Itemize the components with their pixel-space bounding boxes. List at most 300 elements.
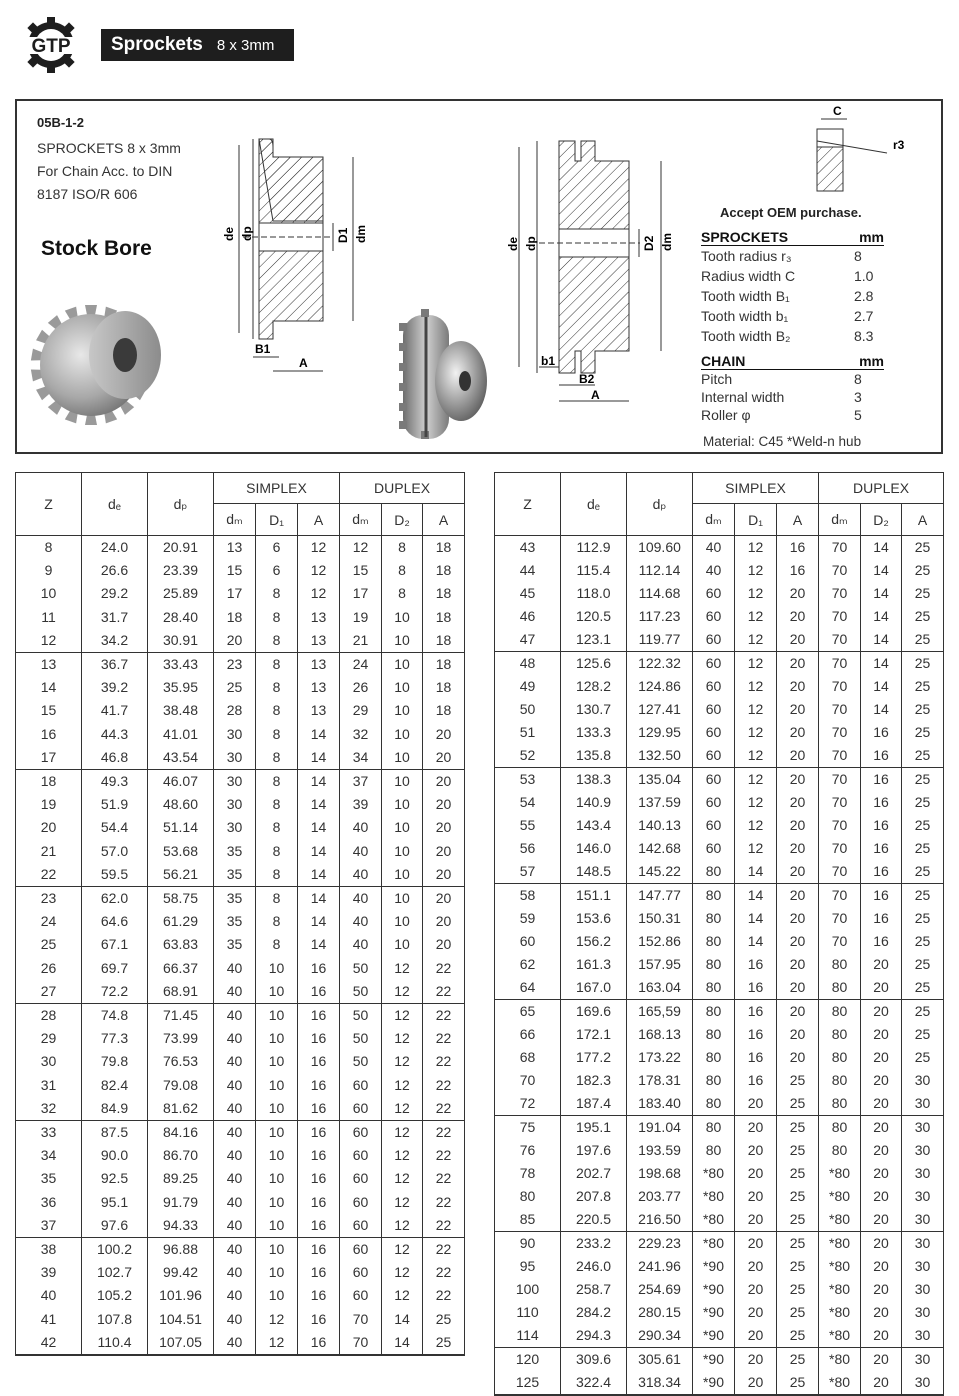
table-cell: 40 bbox=[214, 1097, 256, 1121]
table-cell: 10 bbox=[382, 652, 423, 676]
table-cell: 46 bbox=[495, 605, 561, 628]
table-cell: *90 bbox=[693, 1255, 735, 1278]
table-cell: 8 bbox=[256, 699, 298, 722]
table-cell: 30 bbox=[214, 793, 256, 816]
table-cell: 14 bbox=[298, 886, 340, 910]
table-cell: 14 bbox=[735, 884, 777, 908]
table-cell: 22 bbox=[423, 1214, 465, 1238]
table-cell: 178.31 bbox=[627, 1069, 693, 1092]
table-cell: 94.33 bbox=[148, 1214, 214, 1238]
table-cell: 53.68 bbox=[148, 840, 214, 863]
table-cell: 41.01 bbox=[148, 723, 214, 746]
table-cell: 95 bbox=[495, 1255, 561, 1278]
table-cell: 8 bbox=[256, 582, 298, 605]
table-cell: 10 bbox=[382, 606, 423, 629]
table-cell: 10 bbox=[382, 886, 423, 910]
table-cell: 20 bbox=[735, 1255, 777, 1278]
table-cell: 16 bbox=[298, 1214, 340, 1238]
table-cell: 20 bbox=[777, 884, 819, 908]
table-cell: 74.8 bbox=[82, 1003, 148, 1027]
table-row bbox=[495, 1208, 944, 1232]
table-cell: 309.6 bbox=[561, 1348, 627, 1372]
table-cell: 16 bbox=[298, 1074, 340, 1097]
col-dp: dₚ bbox=[148, 473, 214, 536]
table-cell: 40 bbox=[340, 886, 382, 910]
table-row bbox=[495, 559, 944, 582]
table-cell: 20 bbox=[423, 886, 465, 910]
table-cell: 60 bbox=[693, 652, 735, 676]
table-cell: 70 bbox=[819, 536, 861, 560]
table-cell: 8 bbox=[256, 933, 298, 956]
table-row bbox=[495, 860, 944, 884]
table-cell: 25 bbox=[902, 721, 944, 744]
table-cell: 12 bbox=[298, 559, 340, 582]
table-cell: 22 bbox=[423, 1050, 465, 1073]
table-cell: 58 bbox=[495, 884, 561, 908]
table-cell: 20 bbox=[861, 1324, 902, 1348]
table-cell: 8 bbox=[256, 769, 298, 793]
table-cell: 16 bbox=[777, 559, 819, 582]
table-cell: 30.91 bbox=[148, 629, 214, 653]
table-cell: *80 bbox=[819, 1162, 861, 1185]
table-cell: 37 bbox=[16, 1214, 82, 1238]
table-cell: 20 bbox=[423, 723, 465, 746]
table-cell: 50 bbox=[340, 1050, 382, 1073]
table-cell: 80 bbox=[819, 976, 861, 1000]
table-cell: 16 bbox=[298, 1308, 340, 1331]
table-cell: 40 bbox=[214, 957, 256, 980]
table-row bbox=[495, 1092, 944, 1116]
table-cell: 12 bbox=[735, 605, 777, 628]
table-cell: 133.3 bbox=[561, 721, 627, 744]
table-cell: 20 bbox=[735, 1092, 777, 1116]
table-cell: 20 bbox=[735, 1185, 777, 1208]
col-duplex: DUPLEX bbox=[340, 473, 465, 504]
table-row bbox=[16, 1214, 465, 1238]
table-cell: 16 bbox=[777, 536, 819, 560]
table-row bbox=[495, 837, 944, 860]
table-cell: 20 bbox=[735, 1232, 777, 1256]
table-cell: 25 bbox=[902, 1046, 944, 1069]
table-cell: 12 bbox=[382, 1214, 423, 1238]
table-cell: 70 bbox=[819, 930, 861, 953]
table-cell: 77.3 bbox=[82, 1027, 148, 1050]
table-cell: 12 bbox=[735, 582, 777, 605]
table-row bbox=[16, 816, 465, 839]
table-cell: 20 bbox=[861, 976, 902, 1000]
table-cell: 18 bbox=[423, 582, 465, 605]
table-row bbox=[16, 863, 465, 887]
table-cell: *80 bbox=[819, 1371, 861, 1395]
chain-heading: CHAIN bbox=[701, 353, 746, 369]
table-cell: 43 bbox=[495, 536, 561, 560]
spec-row: Roller φ 5 bbox=[701, 407, 862, 423]
table-cell: 20 bbox=[735, 1371, 777, 1395]
table-cell: 22 bbox=[423, 1027, 465, 1050]
table-cell: 20 bbox=[861, 1046, 902, 1069]
col-simplex: SIMPLEX bbox=[693, 473, 819, 504]
table-cell: 8 bbox=[256, 629, 298, 653]
table-cell: 20 bbox=[861, 1301, 902, 1324]
table-row bbox=[16, 1308, 465, 1331]
table-cell: 51 bbox=[495, 721, 561, 744]
table-cell: 60 bbox=[693, 768, 735, 792]
table-cell: 50 bbox=[340, 980, 382, 1004]
table-row bbox=[16, 1331, 465, 1355]
table-cell: 28 bbox=[214, 699, 256, 722]
table-cell: 20 bbox=[16, 816, 82, 839]
table-cell: 40 bbox=[214, 1237, 256, 1261]
table-cell: 13 bbox=[298, 629, 340, 653]
table-cell: 14 bbox=[298, 910, 340, 933]
dimension-table-left bbox=[15, 472, 465, 1356]
table-cell: 27 bbox=[16, 980, 82, 1004]
table-cell: 35 bbox=[214, 886, 256, 910]
table-cell: 90.0 bbox=[82, 1144, 148, 1167]
table-cell: 168.13 bbox=[627, 1023, 693, 1046]
table-cell: 48.60 bbox=[148, 793, 214, 816]
table-row bbox=[16, 629, 465, 653]
table-row bbox=[495, 1023, 944, 1046]
table-cell: 66 bbox=[495, 1023, 561, 1046]
label-de: de bbox=[222, 226, 236, 241]
table-cell: 20 bbox=[861, 953, 902, 976]
col-duplex: DUPLEX bbox=[819, 473, 944, 504]
table-cell: 128.2 bbox=[561, 675, 627, 698]
table-row bbox=[16, 910, 465, 933]
table-cell: 25 bbox=[777, 1069, 819, 1092]
table-cell: 117.23 bbox=[627, 605, 693, 628]
table-cell: 14 bbox=[861, 582, 902, 605]
table-cell: *80 bbox=[819, 1348, 861, 1372]
table-cell: 10 bbox=[382, 863, 423, 887]
table-cell: 80 bbox=[819, 1116, 861, 1140]
table-cell: 30 bbox=[902, 1324, 944, 1348]
table-cell: 16 bbox=[298, 1050, 340, 1073]
table-cell: 13 bbox=[16, 652, 82, 676]
table-cell: 8 bbox=[256, 723, 298, 746]
table-cell: 16 bbox=[861, 860, 902, 884]
table-cell: 76 bbox=[495, 1139, 561, 1162]
table-cell: 32 bbox=[16, 1097, 82, 1121]
table-row bbox=[16, 769, 465, 793]
table-cell: 30 bbox=[902, 1301, 944, 1324]
table-cell: 50 bbox=[495, 698, 561, 721]
table-cell: 70 bbox=[819, 559, 861, 582]
table-cell: *80 bbox=[819, 1232, 861, 1256]
table-cell: 152.86 bbox=[627, 930, 693, 953]
table-cell: 23 bbox=[214, 652, 256, 676]
table-cell: 12 bbox=[256, 1331, 298, 1355]
table-cell: 195.1 bbox=[561, 1116, 627, 1140]
table-cell: 14 bbox=[735, 907, 777, 930]
table-cell: 78 bbox=[495, 1162, 561, 1185]
table-cell: 153.6 bbox=[561, 907, 627, 930]
table-cell: 60 bbox=[340, 1097, 382, 1121]
label-dp: dp bbox=[240, 226, 254, 241]
table-cell: 28 bbox=[16, 1003, 82, 1027]
table-cell: 40 bbox=[214, 1214, 256, 1238]
label-c: C bbox=[833, 104, 842, 118]
table-cell: 8 bbox=[382, 559, 423, 582]
table-cell: 70 bbox=[819, 698, 861, 721]
table-cell: 233.2 bbox=[561, 1232, 627, 1256]
table-cell: *80 bbox=[819, 1301, 861, 1324]
table-cell: 20 bbox=[777, 860, 819, 884]
table-cell: 20 bbox=[861, 1232, 902, 1256]
table-cell: 60 bbox=[693, 721, 735, 744]
table-cell: 14 bbox=[298, 816, 340, 839]
table-cell: 33.43 bbox=[148, 652, 214, 676]
table-cell: 20 bbox=[423, 863, 465, 887]
table-cell: 40 bbox=[340, 863, 382, 887]
table-row bbox=[495, 605, 944, 628]
table-cell: 22 bbox=[16, 863, 82, 887]
table-cell: 14 bbox=[861, 652, 902, 676]
col-d2: D₂ bbox=[382, 504, 423, 536]
table-row bbox=[16, 1097, 465, 1121]
table-cell: 80 bbox=[693, 976, 735, 1000]
table-cell: 112.14 bbox=[627, 559, 693, 582]
table-cell: 40 bbox=[340, 910, 382, 933]
table-cell: 173.22 bbox=[627, 1046, 693, 1069]
table-cell: 193.59 bbox=[627, 1139, 693, 1162]
table-cell: 10 bbox=[256, 957, 298, 980]
table-cell: 20 bbox=[777, 1046, 819, 1069]
table-cell: 20 bbox=[777, 953, 819, 976]
table-cell: 12 bbox=[256, 1308, 298, 1331]
table-cell: 70 bbox=[819, 628, 861, 652]
table-cell: 30 bbox=[214, 816, 256, 839]
table-cell: 20 bbox=[861, 1092, 902, 1116]
table-cell: 81.62 bbox=[148, 1097, 214, 1121]
table-cell: 16 bbox=[861, 907, 902, 930]
table-cell: 40 bbox=[214, 980, 256, 1004]
table-cell: 156.2 bbox=[561, 930, 627, 953]
table-cell: 20 bbox=[861, 1069, 902, 1092]
table-cell: 51.9 bbox=[82, 793, 148, 816]
table-cell: 40 bbox=[214, 1027, 256, 1050]
table-cell: 25.89 bbox=[148, 582, 214, 605]
table-cell: 130.7 bbox=[561, 698, 627, 721]
table-cell: 18 bbox=[423, 652, 465, 676]
table-cell: 70 bbox=[819, 768, 861, 792]
table-cell: 36.7 bbox=[82, 652, 148, 676]
table-cell: 25 bbox=[902, 860, 944, 884]
table-cell: 10 bbox=[16, 582, 82, 605]
table-cell: 25 bbox=[902, 1000, 944, 1024]
col-a: A bbox=[777, 504, 819, 536]
table-cell: 28.40 bbox=[148, 606, 214, 629]
table-cell: 25 bbox=[902, 582, 944, 605]
label-r3: r3 bbox=[893, 138, 905, 152]
table-cell: 60 bbox=[340, 1261, 382, 1284]
table-cell: 8 bbox=[256, 863, 298, 887]
table-cell: 146.0 bbox=[561, 837, 627, 860]
table-cell: 10 bbox=[256, 1214, 298, 1238]
table-cell: 76.53 bbox=[148, 1050, 214, 1073]
table-cell: 10 bbox=[256, 1284, 298, 1307]
table-cell: 20 bbox=[777, 675, 819, 698]
table-cell: 102.7 bbox=[82, 1261, 148, 1284]
table-cell: 14 bbox=[298, 933, 340, 956]
table-cell: 25 bbox=[902, 744, 944, 768]
table-cell: 25 bbox=[777, 1185, 819, 1208]
table-row bbox=[495, 1371, 944, 1395]
table-cell: 25 bbox=[902, 953, 944, 976]
table-row bbox=[495, 1162, 944, 1185]
table-cell: 40 bbox=[214, 1261, 256, 1284]
table-cell: *80 bbox=[693, 1162, 735, 1185]
table-cell: 16 bbox=[298, 1284, 340, 1307]
duplex-sprocket-photo bbox=[393, 309, 489, 441]
table-cell: 294.3 bbox=[561, 1324, 627, 1348]
table-cell: 20 bbox=[861, 1348, 902, 1372]
table-row bbox=[495, 814, 944, 837]
table-cell: 25 bbox=[777, 1371, 819, 1395]
table-cell: 91.79 bbox=[148, 1191, 214, 1214]
oem-note: Accept OEM purchase. bbox=[720, 205, 862, 220]
simplex-section-drawing bbox=[203, 131, 383, 379]
table-cell: 60 bbox=[693, 582, 735, 605]
table-cell: 40 bbox=[340, 933, 382, 956]
table-cell: 20 bbox=[777, 1023, 819, 1046]
description-line: 8187 ISO/R 606 bbox=[37, 186, 138, 202]
table-cell: 22 bbox=[423, 957, 465, 980]
table-cell: 25 bbox=[777, 1278, 819, 1301]
table-cell: 89.25 bbox=[148, 1167, 214, 1190]
table-cell: 20 bbox=[735, 1208, 777, 1232]
page-subtitle: 8 x 3mm bbox=[216, 36, 275, 54]
table-cell: 60 bbox=[340, 1237, 382, 1261]
table-cell: 22 bbox=[423, 1003, 465, 1027]
table-cell: 10 bbox=[382, 723, 423, 746]
table-cell: 10 bbox=[382, 769, 423, 793]
table-cell: 14 bbox=[382, 1331, 423, 1355]
table-cell: 90 bbox=[495, 1232, 561, 1256]
table-cell: 25 bbox=[777, 1116, 819, 1140]
table-cell: 20 bbox=[777, 791, 819, 814]
table-cell: 66.37 bbox=[148, 957, 214, 980]
table-cell: 24 bbox=[340, 652, 382, 676]
table-cell: 20 bbox=[861, 1162, 902, 1185]
table-cell: 13 bbox=[298, 606, 340, 629]
table-cell: 20 bbox=[777, 1000, 819, 1024]
table-row bbox=[16, 1074, 465, 1097]
table-cell: 20 bbox=[735, 1139, 777, 1162]
table-cell: 30 bbox=[16, 1050, 82, 1073]
table-row bbox=[495, 930, 944, 953]
table-cell: 25 bbox=[902, 536, 944, 560]
table-cell: 30 bbox=[902, 1278, 944, 1301]
table-cell: 61.29 bbox=[148, 910, 214, 933]
table-cell: 16 bbox=[298, 1167, 340, 1190]
table-cell: 96.88 bbox=[148, 1237, 214, 1261]
col-dm: dₘ bbox=[340, 504, 382, 536]
table-cell: 40 bbox=[16, 1284, 82, 1307]
table-cell: 20 bbox=[777, 698, 819, 721]
table-cell: 17 bbox=[214, 582, 256, 605]
table-cell: 25 bbox=[902, 837, 944, 860]
table-cell: 25 bbox=[902, 930, 944, 953]
table-cell: 127.41 bbox=[627, 698, 693, 721]
table-row bbox=[16, 1144, 465, 1167]
table-cell: 25 bbox=[777, 1092, 819, 1116]
col-dm: dₘ bbox=[214, 504, 256, 536]
table-cell: 12 bbox=[298, 536, 340, 560]
table-cell: 70 bbox=[340, 1331, 382, 1355]
table-cell: 80 bbox=[693, 907, 735, 930]
table-cell: 70 bbox=[819, 652, 861, 676]
col-d1: D₁ bbox=[735, 504, 777, 536]
table-cell: 20 bbox=[777, 582, 819, 605]
table-cell: 14 bbox=[861, 536, 902, 560]
table-cell: 36 bbox=[16, 1191, 82, 1214]
table-cell: 124.86 bbox=[627, 675, 693, 698]
table-cell: 16 bbox=[735, 1023, 777, 1046]
table-cell: 30 bbox=[902, 1116, 944, 1140]
table-cell: 14 bbox=[298, 840, 340, 863]
table-cell: *80 bbox=[819, 1208, 861, 1232]
table-cell: 16 bbox=[298, 957, 340, 980]
table-cell: 43.54 bbox=[148, 746, 214, 770]
table-row bbox=[16, 1284, 465, 1307]
table-cell: 68 bbox=[495, 1046, 561, 1069]
table-cell: 63.83 bbox=[148, 933, 214, 956]
material-note: Material: C45 *Weld-n hub bbox=[703, 434, 862, 449]
table-cell: 60 bbox=[693, 744, 735, 768]
table-cell: 35 bbox=[214, 840, 256, 863]
table-cell: 16 bbox=[298, 1237, 340, 1261]
table-cell: 50 bbox=[340, 957, 382, 980]
table-cell: 20 bbox=[423, 910, 465, 933]
table-cell: 16 bbox=[298, 1097, 340, 1121]
table-cell: 40 bbox=[214, 1074, 256, 1097]
table-cell: 40 bbox=[214, 1191, 256, 1214]
table-cell: 59 bbox=[495, 907, 561, 930]
table-cell: 322.4 bbox=[561, 1371, 627, 1395]
table-cell: 41.7 bbox=[82, 699, 148, 722]
table-cell: 12 bbox=[735, 791, 777, 814]
table-cell: 107.05 bbox=[148, 1331, 214, 1355]
table-cell: 92.5 bbox=[82, 1167, 148, 1190]
table-row bbox=[495, 1278, 944, 1301]
table-cell: 20 bbox=[861, 1000, 902, 1024]
chain-spec-list bbox=[701, 353, 884, 424]
description-line: SPROCKETS 8 x 3mm bbox=[37, 140, 181, 156]
table-cell: 16 bbox=[861, 884, 902, 908]
table-cell: 35 bbox=[214, 910, 256, 933]
table-cell: 31.7 bbox=[82, 606, 148, 629]
table-cell: 14 bbox=[298, 793, 340, 816]
table-cell: 39 bbox=[340, 793, 382, 816]
table-row bbox=[16, 980, 465, 1004]
table-cell: 30 bbox=[214, 723, 256, 746]
table-cell: 19 bbox=[340, 606, 382, 629]
table-cell: 47 bbox=[495, 628, 561, 652]
table-cell: 40 bbox=[340, 840, 382, 863]
table-cell: 8 bbox=[382, 536, 423, 560]
table-cell: 35 bbox=[214, 933, 256, 956]
table-cell: 79.8 bbox=[82, 1050, 148, 1073]
table-row bbox=[16, 793, 465, 816]
table-cell: 22 bbox=[423, 1097, 465, 1121]
table-row bbox=[495, 1000, 944, 1024]
table-cell: 31 bbox=[16, 1074, 82, 1097]
table-cell: 109.60 bbox=[627, 536, 693, 560]
table-cell: 20.91 bbox=[148, 536, 214, 560]
table-cell: 99.42 bbox=[148, 1261, 214, 1284]
